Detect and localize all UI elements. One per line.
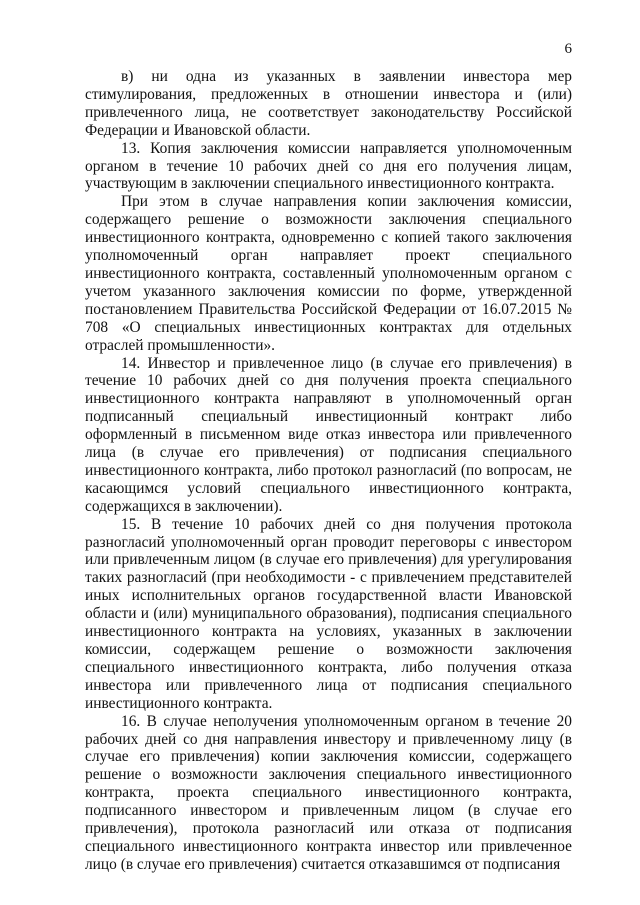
paragraph-16: 16. В случае неполучения уполномоченным органом в течение 20 рабочих дней со дня направления инвестору и привлеченному лицу (в случае его привлечения) копии заключения комиссии, содержащего решение о возможности заключения специального инвестиционного контракта, проекта специального инвестиционного контракта, подписанного инвестором и привлеченным лицом (в случае его привлечения), протокола разногласий или отказа от подписания специального инвестиционного контракта инвестор или привлеченное лицо (в случае его привлечения) считается отказавшимся от подписания <box>85 712 572 873</box>
page-number: 6 <box>564 41 572 57</box>
paragraph-14: 14. Инвестор и привлеченное лицо (в случае его привлечения) в течение 10 рабочих дней со дня получения проекта специального инвестиционного контракта направляют в уполномоченный орган подписанный специальный инвестиционный контракт либо оформленный в письменном виде отказ инвестора или привлеченного лица (в случае его привлечения) от подписания специального инвестиционного контракта, либо протокол разногласий (по вопросам, не касающимся условий специального инвестиционного контракта, содержащихся в заключении). <box>85 354 572 515</box>
paragraph-13: 13. Копия заключения комиссии направляется уполномоченным органом в течение 10 рабочих дней со дня его получения лицам, участвующим в заключении специального инвестиционного контракта. <box>85 139 572 193</box>
paragraph-13-continuation: При этом в случае направления копии заключения комиссии, содержащего решение о возможности заключения специального инвестиционного контракта, одновременно с копией такого заключения уполномоченный орган направляет проект специального инвестиционного контракта, составленный уполномоченным органом с учетом указанного заключения комиссии по форме, утвержденной постановлением Правительства Российской Федерации от 16.07.2015 № 708 «О специальных инвестиционных контрактах для отдельных отраслей промышленности». <box>85 193 572 354</box>
paragraph-15: 15. В течение 10 рабочих дней со дня получения протокола разногласий уполномоченный орган проводит переговоры с инвестором или привлеченным лицом (в случае его привлечения) для урегулирования таких разногласий (при необходимости - с привлечением представителей иных исполнительных органов государственной власти Ивановской области и (или) муниципального образования), подписания специального инвестиционного контракта на условиях, указанных в заключении комиссии, содержащем решение о возможности заключения специального инвестиционного контракта, либо получения отказа инвестора или привлеченного лица от подписания специального инвестиционного контракта. <box>85 515 572 712</box>
paragraph-subclause-v: в) ни одна из указанных в заявлении инвестора мер стимулирования, предложенных в отношении инвестора и (или) привлеченного лица, не соответствует законодательству Российской Федерации и Ивановской области. <box>85 68 572 139</box>
document-body <box>85 68 572 874</box>
